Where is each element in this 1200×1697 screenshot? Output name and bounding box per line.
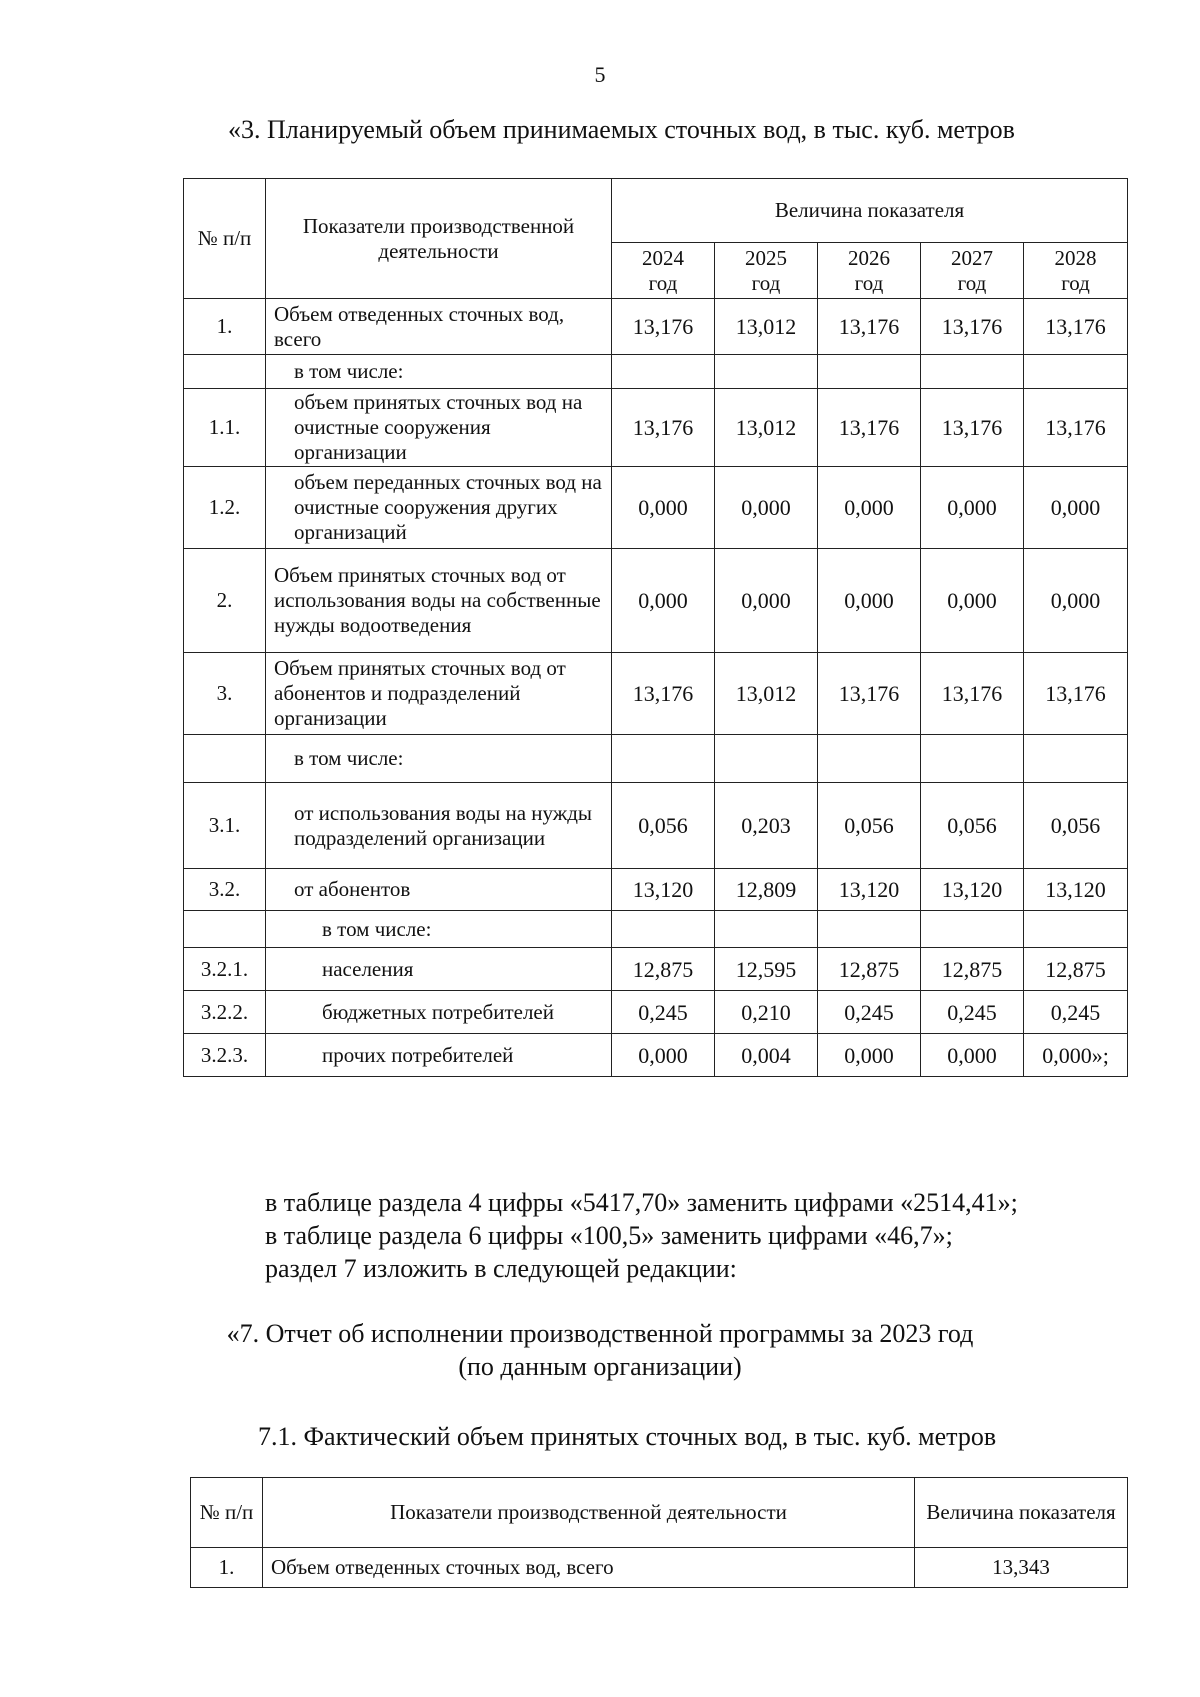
table-row [191, 1548, 1128, 1588]
row-value: 0,000 [818, 549, 921, 653]
row-value: 13,176 [818, 389, 921, 467]
table-row [184, 653, 1128, 735]
row-value: 12,875 [818, 948, 921, 991]
header-year [715, 243, 818, 299]
section-7-heading-line2: (по данным организации) [458, 1352, 742, 1381]
row-value: 0,245 [921, 991, 1024, 1034]
row-value: 13,120 [818, 869, 921, 911]
row-num: 3. [184, 653, 266, 735]
page-number: 5 [594, 62, 606, 87]
row-num: 1. [191, 1548, 263, 1588]
table-row [184, 467, 1128, 549]
row-value [921, 355, 1024, 389]
row-label: от использования воды на нужды подразделений организации [266, 783, 612, 869]
row-value: 0,004 [715, 1034, 818, 1077]
year-suffix: год [1061, 270, 1090, 295]
row-value: 0,000 [921, 1034, 1024, 1077]
row-value [818, 355, 921, 389]
table-row [184, 299, 1128, 355]
row-num: 3.2.3. [184, 1034, 266, 1077]
amendment-line: в таблице раздела 4 цифры «5417,70» заменить цифрами «2514,41»; [265, 1188, 1018, 1217]
amendment-line: в таблице раздела 6 цифры «100,5» заменить цифрами «46,7»; [265, 1221, 953, 1250]
row-value: 13,012 [715, 389, 818, 467]
year-suffix: год [648, 270, 678, 295]
row-label: в том числе: [266, 735, 612, 783]
row-value [921, 735, 1024, 783]
row-value: 12,875 [612, 948, 715, 991]
row-value: 0,000 [921, 549, 1024, 653]
row-value: 0,210 [715, 991, 818, 1034]
row-label: в том числе: [266, 355, 612, 389]
row-value: 13,120 [921, 869, 1024, 911]
row-num [184, 735, 266, 783]
section-7-1-heading: 7.1. Фактический объем принятых сточных вод, в тыс. куб. метров [258, 1422, 997, 1451]
row-value: 0,000 [612, 549, 715, 653]
header-value-group: Величина показателя [612, 179, 1128, 243]
table-row [184, 549, 1128, 653]
row-value: 0,000 [715, 467, 818, 549]
header-year [921, 243, 1024, 299]
row-value: 12,875 [1024, 948, 1128, 991]
table-row [184, 355, 1128, 389]
row-value: 0,056 [921, 783, 1024, 869]
row-value: 0,000 [818, 467, 921, 549]
section-7-heading [0, 1317, 1200, 1383]
row-value: 0,000 [818, 1034, 921, 1077]
amendment-line: раздел 7 изложить в следующей редакции: [265, 1254, 737, 1283]
year-suffix: год [957, 270, 987, 295]
row-value: 12,875 [921, 948, 1024, 991]
planned-wastewater-table [183, 178, 1128, 1077]
row-value [921, 911, 1024, 948]
row-num: 3.2.2. [184, 991, 266, 1034]
table-row [184, 1034, 1128, 1077]
row-value [612, 911, 715, 948]
row-value: 0,203 [715, 783, 818, 869]
header-value: Величина показателя [915, 1478, 1128, 1548]
row-value: 13,176 [612, 389, 715, 467]
row-value: 12,595 [715, 948, 818, 991]
row-value [715, 911, 818, 948]
row-num: 3.1. [184, 783, 266, 869]
row-num: 1.2. [184, 467, 266, 549]
header-num: № п/п [191, 1478, 263, 1548]
year-label: 2028 [1054, 245, 1097, 270]
row-value: 0,000 [715, 549, 818, 653]
year-label: 2027 [951, 245, 993, 270]
year-suffix: год [854, 270, 884, 295]
row-value [1024, 735, 1128, 783]
row-value: 0,056 [818, 783, 921, 869]
row-value [715, 735, 818, 783]
row-value: 0,056 [612, 783, 715, 869]
row-value: 13,176 [612, 299, 715, 355]
row-value: 0,000 [612, 467, 715, 549]
row-label: Объем отведенных сточных вод, всего [263, 1548, 915, 1588]
header-indicator: Показатели производственной деятельности [266, 179, 612, 299]
row-value: 13,176 [1024, 299, 1128, 355]
row-value [612, 735, 715, 783]
row-label: в том числе: [266, 911, 612, 948]
row-value: 0,056 [1024, 783, 1128, 869]
row-value: 13,120 [1024, 869, 1128, 911]
row-value: 0,000 [921, 467, 1024, 549]
year-label: 2026 [848, 245, 890, 270]
section-7-heading-line1: «7. Отчет об исполнении производственной программы за 2023 год [226, 1319, 974, 1348]
row-value: 13,176 [921, 653, 1024, 735]
table-row [184, 911, 1128, 948]
row-label: Объем принятых сточных вод от использования воды на собственные нужды водоотведения [266, 549, 612, 653]
year-label: 2024 [642, 245, 684, 270]
table-row [184, 783, 1128, 869]
row-num: 2. [184, 549, 266, 653]
row-value: 0,245 [612, 991, 715, 1034]
row-value: 0,000 [612, 1034, 715, 1077]
row-value [1024, 911, 1128, 948]
row-value: 12,809 [715, 869, 818, 911]
row-value [612, 355, 715, 389]
table-row [184, 389, 1128, 467]
row-value: 13,176 [612, 653, 715, 735]
row-value: 13,176 [818, 653, 921, 735]
header-indicator: Показатели производственной деятельности [263, 1478, 915, 1548]
row-value [715, 355, 818, 389]
row-value: 13,120 [612, 869, 715, 911]
year-label: 2025 [745, 245, 787, 270]
row-value: 13,343 [915, 1548, 1128, 1588]
row-label: Объем принятых сточных вод от абонентов и подразделений организации [266, 653, 612, 735]
row-value: 0,000 [1024, 467, 1128, 549]
row-value: 0,000 [1024, 549, 1128, 653]
row-label: населения [266, 948, 612, 991]
table-row [184, 948, 1128, 991]
row-num: 3.2.1. [184, 948, 266, 991]
row-value: 0,000»; [1024, 1034, 1128, 1077]
row-num: 1.1. [184, 389, 266, 467]
section-3-heading: «3. Планируемый объем принимаемых сточных вод, в тыс. куб. метров [228, 115, 1015, 144]
row-label: объем переданных сточных вод на очистные сооружения других организаций [266, 467, 612, 549]
table-row [184, 991, 1128, 1034]
row-num [184, 911, 266, 948]
row-value [818, 911, 921, 948]
amendments-text [265, 1186, 1018, 1285]
row-label: от абонентов [266, 869, 612, 911]
row-num: 3.2. [184, 869, 266, 911]
row-value: 13,176 [921, 299, 1024, 355]
table-row [184, 869, 1128, 911]
row-value: 13,176 [818, 299, 921, 355]
row-value: 13,176 [1024, 653, 1128, 735]
header-year [818, 243, 921, 299]
year-suffix: год [751, 270, 781, 295]
row-value: 0,245 [818, 991, 921, 1034]
row-value [1024, 355, 1128, 389]
row-label: прочих потребителей [266, 1034, 612, 1077]
header-year [612, 243, 715, 299]
header-year [1024, 243, 1128, 299]
row-label: бюджетных потребителей [266, 991, 612, 1034]
table-row [184, 735, 1128, 783]
row-value: 13,176 [921, 389, 1024, 467]
actual-wastewater-table [190, 1477, 1128, 1588]
row-value: 0,245 [1024, 991, 1128, 1034]
row-label: Объем отведенных сточных вод, всего [266, 299, 612, 355]
row-value: 13,012 [715, 299, 818, 355]
row-value: 13,176 [1024, 389, 1128, 467]
row-num: 1. [184, 299, 266, 355]
row-value: 13,012 [715, 653, 818, 735]
row-value [818, 735, 921, 783]
row-label: объем принятых сточных вод на очистные сооружения организации [266, 389, 612, 467]
row-num [184, 355, 266, 389]
header-num: № п/п [184, 179, 266, 299]
